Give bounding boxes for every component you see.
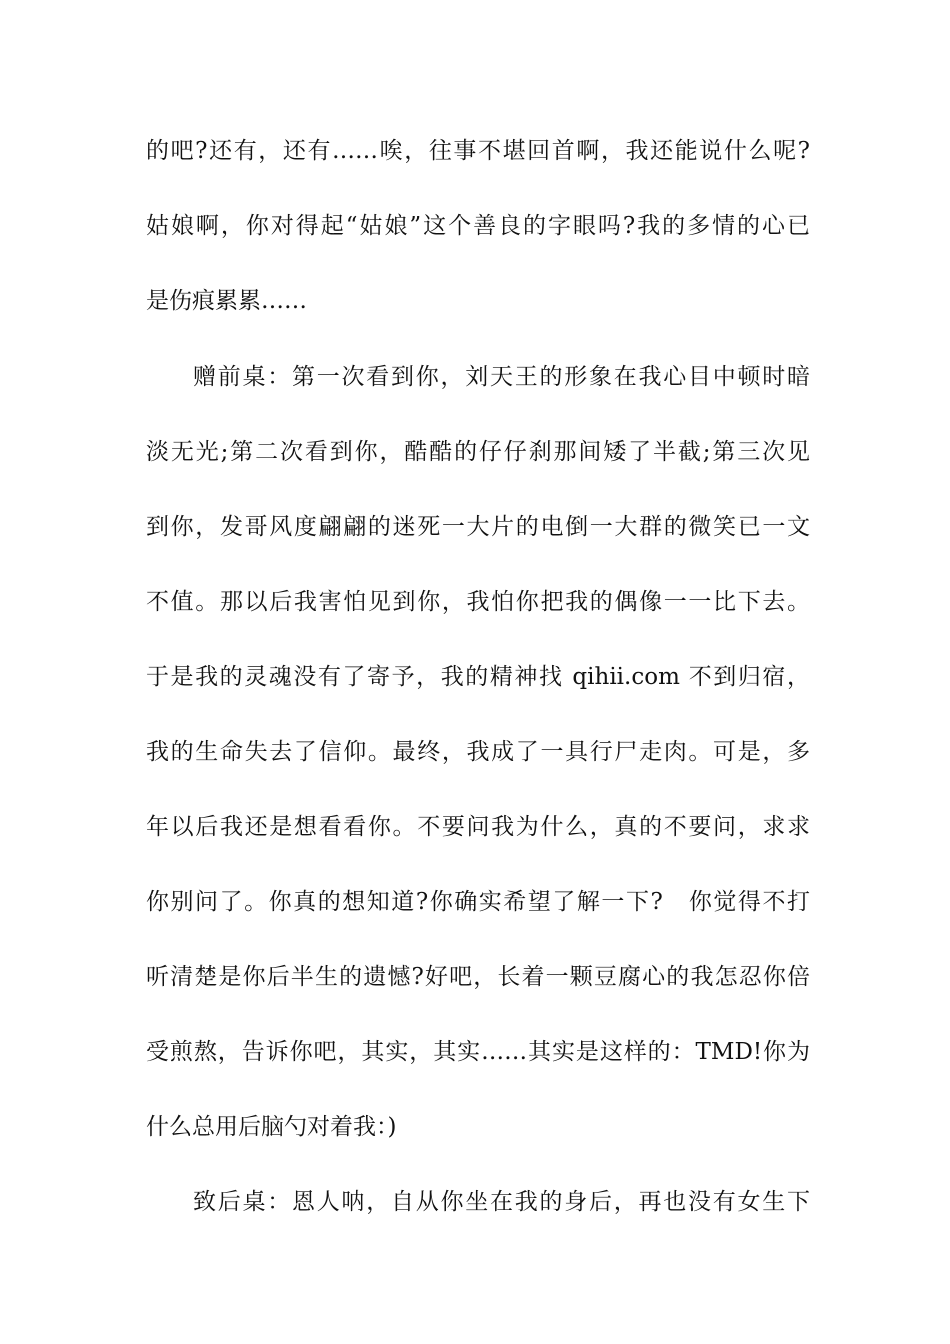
text-line: 你别问了。你真的想知道?你确实希望了解一下? 你觉得不打 xyxy=(146,889,810,915)
text-line: 致后桌：恩人呐，自从你坐在我的身后，再也没有女生下 xyxy=(193,1189,810,1215)
text-line: 年以后我还是想看看你。不要问我为什么，真的不要问，求求 xyxy=(146,814,810,840)
text-line: 不值。那以后我害怕见到你，我怕你把我的偶像一一比下去。 xyxy=(146,589,810,615)
text-line: 听清楚是你后半生的遗憾?好吧，长着一颗豆腐心的我怎忍你倍 xyxy=(146,964,810,990)
text-line: 是伤痕累累…… xyxy=(146,288,307,314)
text-line: 什么总用后脑勺对着我：) xyxy=(146,1114,397,1140)
text-line: 受煎熬，告诉你吧，其实，其实……其实是这样的：TMD!你为 xyxy=(146,1039,810,1065)
text-line: 我的生命失去了信仰。最终，我成了一具行尸走肉。可是，多 xyxy=(146,739,810,765)
text-line: 的吧?还有，还有……唉，往事不堪回首啊，我还能说什么呢? xyxy=(146,138,810,164)
text-line: 淡无光;第二次看到你，酷酷的仔仔刹那间矮了半截;第三次见 xyxy=(146,439,810,465)
text-line: 于是我的灵魂没有了寄予，我的精神找 qihii.com 不到归宿， xyxy=(146,664,810,690)
text-line: 赠前桌：第一次看到你，刘天王的形象在我心目中顿时暗 xyxy=(193,364,810,390)
text-line: 姑娘啊，你对得起“姑娘”这个善良的字眼吗?我的多情的心已 xyxy=(146,213,810,239)
text-line: 到你，发哥风度翩翩的迷死一大片的电倒一大群的微笑已一文 xyxy=(146,514,810,540)
